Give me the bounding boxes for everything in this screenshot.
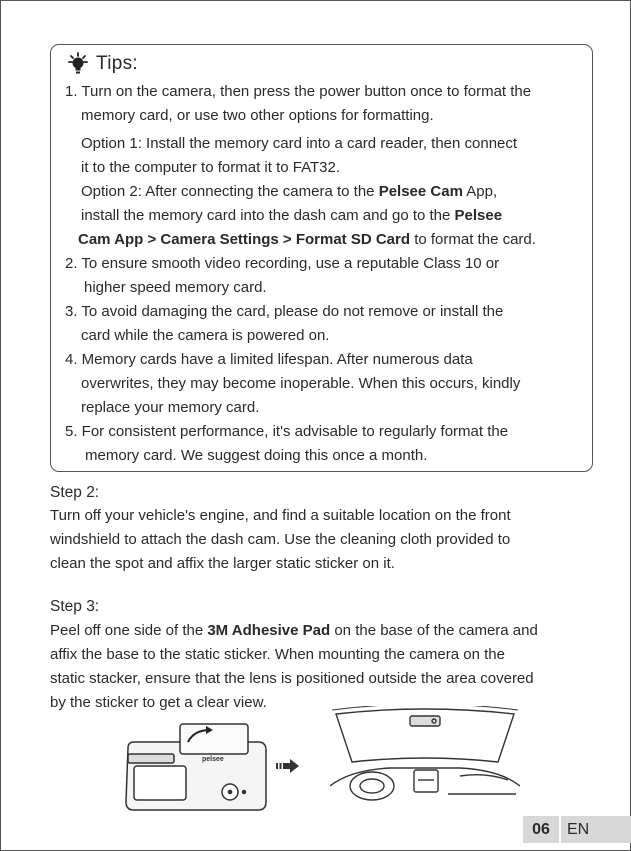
tip-1-line-2: memory card, or use two other options for formatting. xyxy=(81,107,434,124)
step-3-line-1: Peel off one side of the 3M Adhesive Pad on the base of the camera and xyxy=(50,622,538,639)
option-1-line-2: it to the computer to format it to FAT32. xyxy=(81,159,340,176)
tip-2-line-2: higher speed memory card. xyxy=(84,279,267,296)
page-footer xyxy=(523,816,631,843)
step-2-line-1: Turn off your vehicle's engine, and find a suitable location on the front xyxy=(50,507,511,524)
step-3-line-2: affix the base to the static sticker. When mounting the camera on the xyxy=(50,646,505,663)
tip-5-line-1: 5. For consistent performance, it's advisable to regularly format the xyxy=(65,423,509,440)
tips-header xyxy=(66,52,138,76)
step-2-line-2: windshield to attach the dash cam. Use the cleaning cloth provided to xyxy=(50,531,511,548)
tip-4-line-2: overwrites, they may become inoperable. When this occurs, kindly xyxy=(81,375,521,392)
tip-3-line-2: card while the camera is powered on. xyxy=(81,327,330,344)
tip-3-line-1: 3. To avoid damaging the card, please do not remove or install the xyxy=(65,303,504,320)
tip-4-line-1: 4. Memory cards have a limited lifespan. After numerous data xyxy=(65,351,473,368)
step-3-heading: Step 3: xyxy=(50,598,100,615)
page-number: 06 xyxy=(523,816,559,843)
tip-2-line-1: 2. To ensure smooth video recording, use a reputable Class 10 or xyxy=(65,255,500,272)
option-2-line-2: install the memory card into the dash cam and go to the Pelsee xyxy=(81,207,503,224)
dash-cam-illustration xyxy=(118,718,278,818)
tips-title: Tips: xyxy=(96,53,138,74)
lightbulb-icon xyxy=(66,52,90,76)
tip-5-line-2: memory card. We suggest doing this once a month. xyxy=(85,447,428,464)
option-2-line-1: Option 2: After connecting the camera to the Pelsee Cam App, xyxy=(81,183,498,200)
step-3-line-3: static stacker, ensure that the lens is positioned outside the area covered xyxy=(50,670,534,687)
language-label: EN xyxy=(561,816,631,843)
tip-4-line-3: replace your memory card. xyxy=(81,399,260,416)
tip-1-line-1: 1. Turn on the camera, then press the power button once to format the xyxy=(65,83,532,100)
brand-label: pelsee xyxy=(202,756,224,763)
option-2-line-3: Cam App > Camera Settings > Format SD Card to format the card. xyxy=(78,231,536,248)
windshield-illustration xyxy=(330,706,520,806)
step-2-line-3: clean the spot and affix the larger static sticker on it. xyxy=(50,555,395,572)
arrow-right-icon xyxy=(276,757,300,775)
option-1-line-1: Option 1: Install the memory card into a card reader, then connect xyxy=(81,135,518,152)
step-2-heading: Step 2: xyxy=(50,484,100,501)
step-3-line-4: by the sticker to get a clear view. xyxy=(50,694,267,711)
